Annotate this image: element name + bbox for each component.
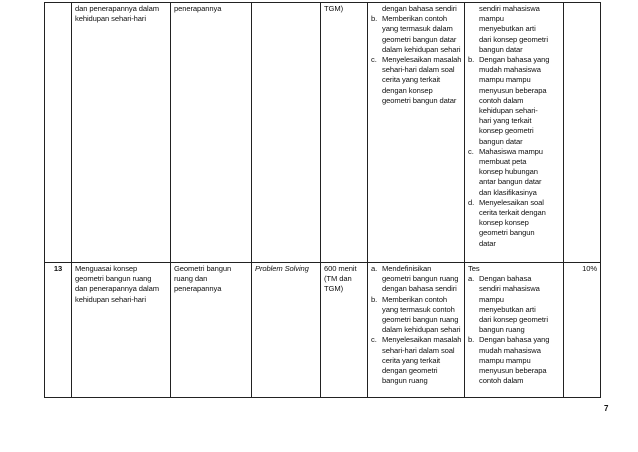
cell-assessment <box>465 3 564 263</box>
list-line: menyusun beberapa <box>479 366 547 376</box>
list-line: Mendefinisikan <box>382 264 432 273</box>
list-line: dari konsep geometri <box>479 315 548 325</box>
list-line: Mahasiswa mampu <box>479 146 543 156</box>
list-line: mampu <box>479 294 504 304</box>
list-line: dengan geometri <box>382 366 438 376</box>
list-line: menyusun beberapa <box>479 85 547 95</box>
table-row <box>45 263 601 398</box>
list-line: Dengan bahasa yang <box>479 55 550 65</box>
competency-line: dan penerapannya dalam <box>75 284 159 294</box>
material-line: penerapannya <box>174 284 222 294</box>
cell-indicators <box>368 3 465 263</box>
list-line: mampu mampu <box>479 355 531 365</box>
list-line: yang termasuk contoh <box>382 304 455 314</box>
list-line: cerita yang terkait <box>382 355 441 365</box>
cell-no: 13 <box>45 263 72 398</box>
list-marker: c. <box>371 55 377 65</box>
syllabus-table <box>44 2 601 398</box>
list-marker: a. <box>371 264 378 273</box>
list-line: sendiri mahasiswa <box>479 284 540 294</box>
list-item <box>371 335 461 386</box>
list-line: kehidupan sehari- <box>479 106 538 116</box>
time-line: TGM) <box>324 284 343 294</box>
cell-assessment <box>465 263 564 398</box>
list-marker: c. <box>371 335 377 345</box>
list-line: yang termasuk dalam <box>382 24 453 34</box>
list-line: dengan konsep <box>382 85 433 95</box>
list-line: mudah mahasiswa <box>479 345 541 355</box>
cell-no <box>45 3 72 263</box>
list-line: Memberikan contoh <box>382 14 447 24</box>
list-marker: c. <box>468 146 474 156</box>
list-marker: b. <box>468 55 475 65</box>
list-line: konsep geometri <box>479 126 534 136</box>
list-line: Dengan bahasa <box>479 274 532 284</box>
list-line: geometri bangun <box>479 228 535 238</box>
list-line: dalam kehidupan sehari <box>382 44 461 54</box>
list-line: dari konsep geometri <box>479 34 548 44</box>
assessment-list <box>468 4 560 249</box>
list-line: geometri bangun ruang <box>382 315 459 325</box>
list-line: Menyelesaikan soal <box>479 197 544 207</box>
cell-competency <box>72 3 171 263</box>
list-line: hari yang terkait <box>479 116 532 126</box>
list-item <box>371 55 461 106</box>
list-line: datar <box>479 238 496 248</box>
table-row <box>45 3 601 263</box>
list-marker: b. <box>371 294 378 304</box>
list-line: dengan bahasa sendiri <box>382 4 457 13</box>
cell-time <box>321 3 368 263</box>
assessment-list <box>468 274 560 386</box>
list-line: sendiri mahasiswa <box>479 4 540 13</box>
time-line: (TM dan <box>324 274 352 284</box>
list-line: dan klasifikasinya <box>479 187 537 197</box>
assessment-title: Tes <box>468 264 480 273</box>
cell-material <box>171 263 252 398</box>
list-line: geometri bangun datar <box>382 34 457 44</box>
list-line: cerita terkait dengan <box>479 208 546 218</box>
list-line: Menyelesaikan masalah <box>382 55 462 65</box>
time-line: TGM) <box>324 4 343 13</box>
list-item <box>371 4 461 14</box>
list-item <box>371 14 461 55</box>
list-line: mampu <box>479 14 504 24</box>
list-line: konsep konsep <box>479 218 529 228</box>
list-line: contoh dalam <box>479 95 524 105</box>
list-line: bangun datar <box>479 44 523 54</box>
competency-line: kehidupan sehari-hari <box>75 294 146 304</box>
list-marker: d. <box>468 197 475 207</box>
list-line: cerita yang terkait <box>382 75 441 85</box>
page-number: 7 <box>604 404 609 413</box>
list-line: Menyelesaikan masalah <box>382 335 462 345</box>
indicator-list <box>371 264 461 386</box>
list-item <box>468 198 560 249</box>
list-item <box>468 55 560 147</box>
list-line: sehari-hari dalam soal <box>382 345 455 355</box>
list-line: Dengan bahasa yang <box>479 335 550 345</box>
list-line: sehari-hari dalam soal <box>382 65 455 75</box>
material-line: ruang dan <box>174 274 208 284</box>
list-marker: a. <box>468 274 475 284</box>
competency-line: dan penerapannya dalam <box>75 4 159 13</box>
list-item <box>468 335 560 386</box>
cell-indicators <box>368 263 465 398</box>
list-item <box>468 147 560 198</box>
list-item <box>468 4 560 55</box>
list-line: contoh dalam <box>479 376 524 386</box>
list-line: menyebutkan arti <box>479 304 536 314</box>
competency-line: Menguasai konsep <box>75 264 138 273</box>
cell-method <box>252 3 321 263</box>
list-item <box>371 295 461 336</box>
cell-weight: 10% <box>564 263 601 398</box>
list-line: bangun ruang <box>479 325 525 335</box>
list-line: membuat peta <box>479 157 527 167</box>
list-line: geometri bangun datar <box>382 95 457 105</box>
list-line: bangun ruang <box>382 376 428 386</box>
cell-material <box>171 3 252 263</box>
time-line: 600 menit <box>324 264 357 273</box>
list-line: mudah mahasiswa <box>479 65 541 75</box>
list-line: mampu mampu <box>479 75 531 85</box>
list-marker: b. <box>371 14 378 24</box>
list-line: menyebutkan arti <box>479 24 536 34</box>
list-line: Memberikan contoh <box>382 294 447 304</box>
competency-line: kehidupan sehari-hari <box>75 14 146 24</box>
list-item <box>468 274 560 335</box>
list-line: antar bangun datar <box>479 177 542 187</box>
list-marker: b. <box>468 335 475 345</box>
list-line: konsep hubungan <box>479 167 538 177</box>
competency-line: geometri bangun ruang <box>75 274 152 284</box>
list-line: bangun datar <box>479 136 523 146</box>
cell-time <box>321 263 368 398</box>
cell-method: Problem Solving <box>252 263 321 398</box>
material-line: penerapannya <box>174 4 222 13</box>
material-line: Geometri bangun <box>174 264 232 273</box>
list-line: dalam kehidupan sehari <box>382 325 461 335</box>
list-item <box>371 264 461 295</box>
cell-competency <box>72 263 171 398</box>
list-line: dengan bahasa sendiri <box>382 284 457 294</box>
indicator-list <box>371 4 461 106</box>
list-line: geometri bangun ruang <box>382 274 459 284</box>
cell-weight <box>564 3 601 263</box>
